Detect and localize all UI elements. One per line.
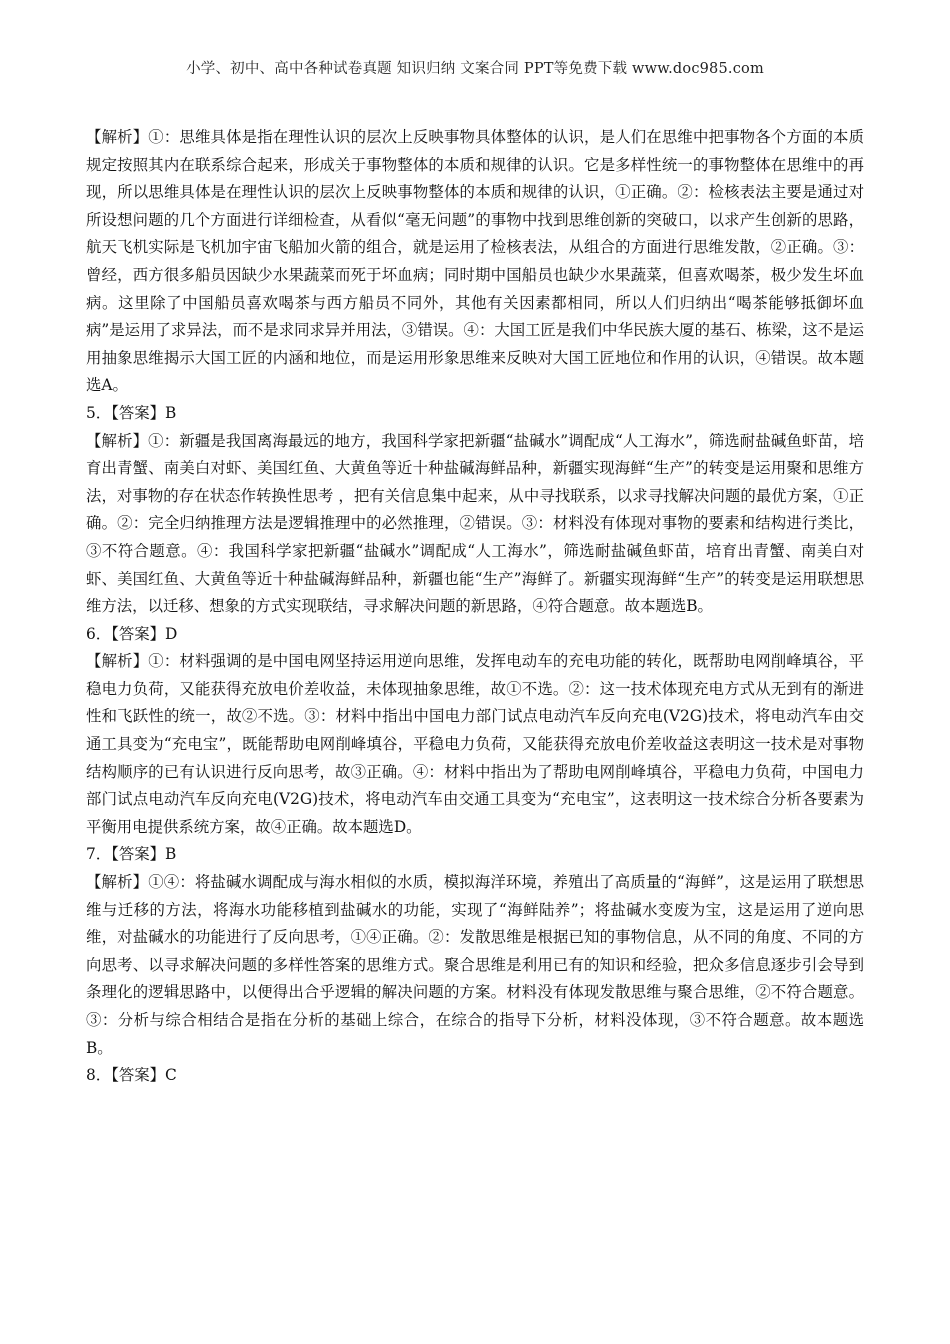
- analysis-4: 【解析】①：思维具体是指在理性认识的层次上反映事物具体整体的认识，是人们在思维中把事物各个方面的本质规定按照其内在联系综合起来，形成关于事物整体的本质和规律的认识。它是多样性统一的事物整体在思维中的再现，所以思维具体是在理性认识的层次上反映事物整体的本质和规律的认识，①正确。②：检核表法主要是通过对所设想问题的几个方面进行详细检查，从看似“毫无问题”的事物中找到思维创新的突破口，以求产生创新的思路，航天飞机实际是飞机加宇宙飞船加火箭的组合，就是运用了检核表法，从组合的方面进行思维发散，②正确。③：曾经，西方很多船员因缺少水果蔬菜而死于坏血病；同时期中国船员也缺少水果蔬菜，但喜欢喝茶，极少发生坏血病。这里除了中国船员喜欢喝茶与西方船员不同外，其他有关因素都相同，所以人们归纳出“喝茶能够抵御坏血病”是运用了求异法，而不是求同求异并用法，③错误。④：大国工匠是我们中华民族大厦的基石、栋梁，这不是运用抽象思维揭示大国工匠的内涵和地位，而是运用形象思维来反映对大国工匠地位和作用的认识，④错误。故本题选A。: [86, 128, 864, 395]
- page-header: 小学、初中、高中各种试卷真题 知识归纳 文案合同 PPT等免费下载 www.doc985.com: [186, 61, 764, 77]
- document-body: [86, 124, 864, 1090]
- answer-7: 7．【答案】B: [86, 845, 177, 864]
- answer-5: 5．【答案】B: [86, 403, 177, 422]
- analysis-5: 【解析】①：新疆是我国离海最远的地方，我国科学家把新疆“盐碱水”调配成“人工海水”，筛选耐盐碱鱼虾苗，培育出青蟹、南美白对虾、美国红鱼、大黄鱼等近十种盐碱海鲜品种，新疆实现海鲜“生产”的转变是运用聚和思维方法，对事物的存在状态作转换性思考 ，把有关信息集中起来，从中寻找联系，以求寻找解决问题的最优方案，①正确。②：完全归纳推理方法是逻辑推理中的必然推理，②错误。③：材料没有体现对事物的要素和结构进行类比，③不符合题意。④：我国科学家把新疆“盐碱水”调配成“人工海水”，筛选耐盐碱鱼虾苗，培育出青蟹、南美白对虾、美国红鱼、大黄鱼等近十种盐碱海鲜品种，新疆也能“生产”海鲜了。新疆实现海鲜“生产”的转变是运用联想思维方法，以迁移、想象的方式实现联结，寻求解决问题的新思路，④符合题意。故本题选B。: [86, 431, 864, 616]
- answer-6: 6．【答案】D: [86, 624, 178, 643]
- analysis-7: 【解析】①④：将盐碱水调配成与海水相似的水质，模拟海洋环境，养殖出了高质量的“海鲜”，这是运用了联想思维与迁移的方法，将海水功能移植到盐碱水的功能，实现了“海鲜陆养”；将盐碱水变废为宝，这是运用了逆向思维，对盐碱水的功能进行了反向思考，①④正确。②：发散思维是根据已知的事物信息，从不同的角度、不同的方向思考、以寻求解决问题的多样性答案的思维方式。聚合思维是利用已有的知识和经验，把众多信息逐步引会导到条理化的逻辑思路中，以便得出合乎逻辑的解决问题的方案。材料没有体现发散思维与聚合思维，②不符合题意。③：分析与综合相结合是指在分析的基础上综合，在综合的指导下分析，材料没体现，③不符合题意。故本题选B。: [86, 873, 864, 1057]
- answer-8: 8．【答案】C: [86, 1066, 177, 1085]
- analysis-6: 【解析】①：材料强调的是中国电网坚持运用逆向思维，发挥电动车的充电功能的转化，既帮助电网削峰填谷，平稳电力负荷，又能获得充放电价差收益，未体现抽象思维，故①不选。②：这一技术体现充电方式从无到有的渐进性和飞跃性的统一，故②不选。③：材料中指出中国电力部门试点电动汽车反向充电(V2G)技术，将电动汽车由交通工具变为“充电宝”，既能帮助电网削峰填谷，平稳电力负荷，又能获得充放电价差收益这表明这一技术是对事物结构顺序的已有认识进行反向思考，故③正确。④：材料中指出为了帮助电网削峰填谷，平稳电力负荷，中国电力部门试点电动汽车反向充电(V2G)技术，将电动汽车由交通工具变为“充电宝”，这表明这一技术综合分析各要素为平衡用电提供系统方案，故④正确。故本题选D。: [86, 652, 864, 836]
